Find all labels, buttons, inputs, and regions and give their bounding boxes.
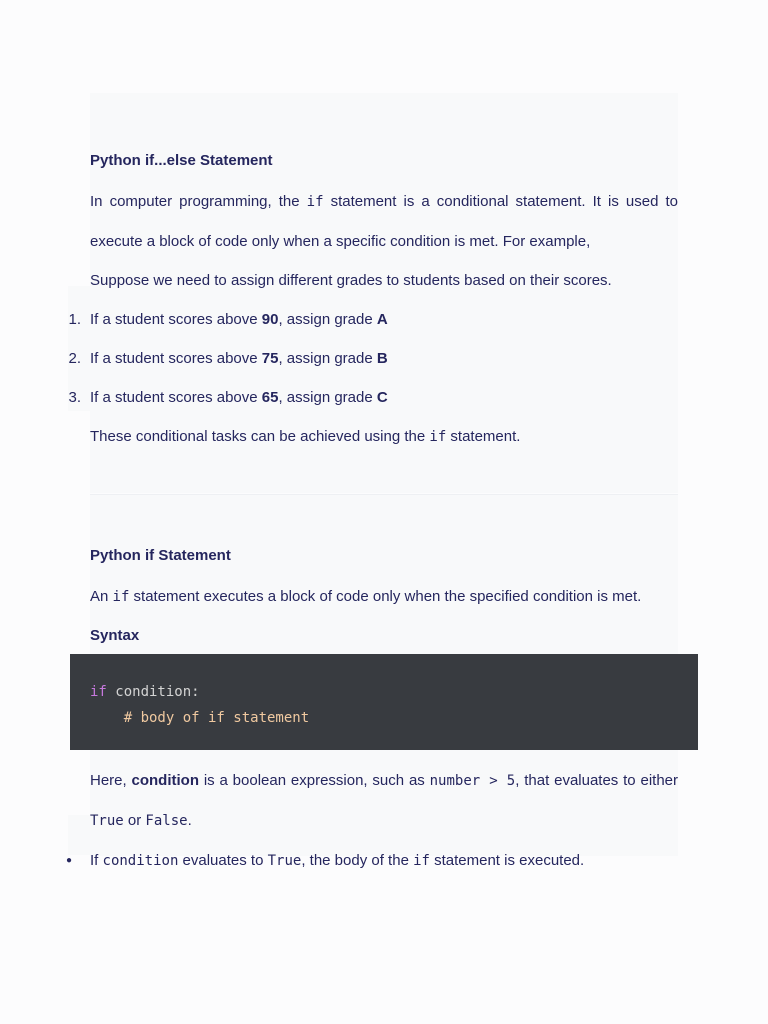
- inline-code: if: [112, 589, 130, 605]
- inline-code: if: [306, 194, 324, 210]
- score-value: 90: [261, 311, 279, 328]
- list-item: [68, 378, 678, 417]
- bullet-list: [66, 841, 678, 881]
- text: If a student scores above: [90, 389, 262, 406]
- inline-code: if: [429, 429, 447, 445]
- code-line: [90, 705, 678, 731]
- section-if: [66, 535, 678, 881]
- text: statement is executed.: [429, 852, 585, 869]
- code-comment: # body of if statement: [90, 710, 310, 726]
- inline-code: True: [90, 813, 124, 829]
- inline-code: number > 5: [429, 773, 516, 789]
- text: or: [123, 812, 146, 829]
- bold-term: condition: [131, 772, 200, 789]
- conclusion-paragraph: [90, 417, 678, 457]
- text: , assign grade: [278, 350, 377, 367]
- section-heading: Python if Statement: [90, 547, 231, 564]
- text: , the body of the: [301, 852, 414, 869]
- intro-paragraph: [90, 182, 678, 261]
- text: Here,: [90, 772, 132, 789]
- score-value: 65: [261, 389, 279, 406]
- grade-value: A: [376, 311, 388, 328]
- suppose-paragraph: Suppose we need to assign different grades to students based on their scores.: [90, 272, 612, 289]
- text: statement is a conditional statement. It is used to execute a block of code only when a specific condition is met. For example,: [90, 193, 679, 250]
- list-item: [66, 841, 678, 881]
- keyword: if: [90, 684, 107, 700]
- explanation-paragraph: [90, 761, 678, 841]
- text: , assign grade: [278, 311, 377, 328]
- code-block[interactable]: [70, 654, 698, 750]
- grade-list: [68, 300, 678, 417]
- bullet-icon: ●: [66, 855, 73, 866]
- text: If a student scores above: [90, 311, 262, 328]
- syntax-heading: Syntax: [90, 627, 140, 644]
- text: In computer programming, the: [90, 193, 307, 210]
- text: evaluates to: [178, 852, 268, 869]
- grade-value: B: [376, 350, 388, 367]
- text: , that evaluates to either: [515, 772, 678, 789]
- inline-code: True: [267, 853, 302, 869]
- text: statement executes a block of code only when the specified condition is met.: [129, 588, 642, 605]
- text: If: [90, 852, 103, 869]
- list-number: 3.: [68, 389, 81, 406]
- text: An: [90, 588, 113, 605]
- text: If a student scores above: [90, 350, 262, 367]
- list-number: 2.: [68, 350, 81, 367]
- code-line: [90, 679, 678, 705]
- section-if-else: [68, 140, 679, 457]
- inline-code: False: [145, 813, 188, 829]
- text: statement.: [446, 428, 521, 445]
- list-item: [68, 300, 678, 339]
- list-number: 1.: [68, 311, 81, 328]
- description-paragraph: [90, 577, 678, 617]
- code-text: condition:: [106, 684, 200, 700]
- section-heading: Python if...else Statement: [90, 152, 273, 169]
- grade-value: C: [376, 389, 388, 406]
- text: .: [187, 812, 192, 829]
- inline-code: condition: [102, 853, 179, 869]
- text: , assign grade: [278, 389, 377, 406]
- text: These conditional tasks can be achieved using the: [90, 428, 430, 445]
- list-item: [68, 339, 678, 378]
- inline-code: if: [413, 853, 430, 869]
- score-value: 75: [261, 350, 279, 367]
- text: is a boolean expression, such as: [199, 772, 430, 789]
